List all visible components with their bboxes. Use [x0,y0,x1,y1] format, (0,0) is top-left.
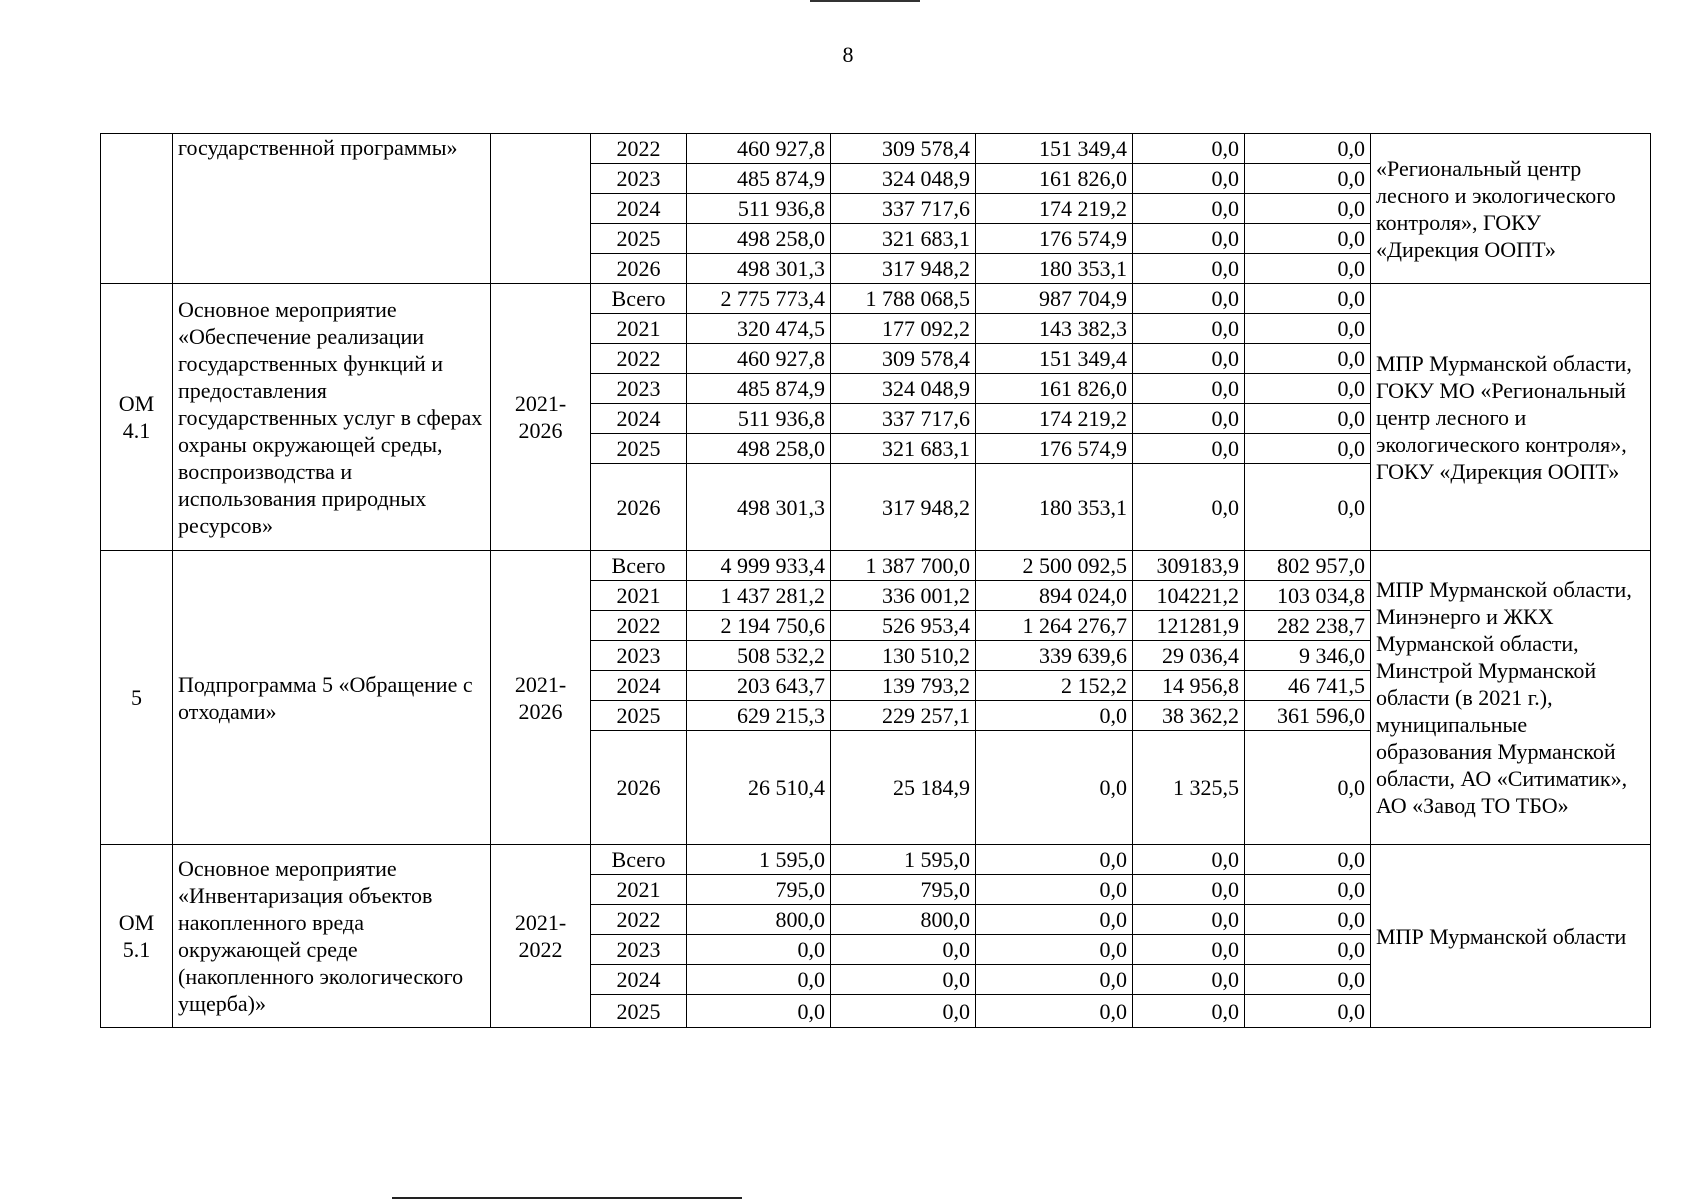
local-budget-cell: 1 325,5 [1133,731,1245,845]
total-cell: 498 258,0 [687,434,831,464]
federal-budget-cell: 0,0 [831,935,976,965]
table-row [101,284,1651,314]
local-budget-cell: 0,0 [1133,965,1245,995]
total-cell: 485 874,9 [687,374,831,404]
year-cell: Всего [591,845,687,875]
federal-budget-cell: 321 683,1 [831,224,976,254]
local-budget-cell: 14 956,8 [1133,671,1245,701]
other-sources-cell: 0,0 [1245,464,1371,551]
other-sources-cell: 0,0 [1245,731,1371,845]
federal-budget-cell: 130 510,2 [831,641,976,671]
other-sources-cell: 0,0 [1245,935,1371,965]
table-body [101,134,1651,1028]
total-cell: 795,0 [687,875,831,905]
other-sources-cell: 0,0 [1245,344,1371,374]
other-sources-cell: 0,0 [1245,194,1371,224]
local-budget-cell: 104221,2 [1133,581,1245,611]
regional-budget-cell: 339 639,6 [976,641,1133,671]
regional-budget-cell: 0,0 [976,965,1133,995]
local-budget-cell: 0,0 [1133,134,1245,164]
other-sources-cell: 0,0 [1245,254,1371,284]
regional-budget-cell: 174 219,2 [976,404,1133,434]
budget-table [100,133,1651,1028]
other-sources-cell: 0,0 [1245,224,1371,254]
other-sources-cell: 0,0 [1245,374,1371,404]
federal-budget-cell: 337 717,6 [831,194,976,224]
year-cell: 2025 [591,701,687,731]
total-cell: 26 510,4 [687,731,831,845]
regional-budget-cell: 180 353,1 [976,254,1133,284]
federal-budget-cell: 317 948,2 [831,254,976,284]
item-code-cell: 5 [101,551,173,845]
total-cell: 203 643,7 [687,671,831,701]
total-cell: 498 258,0 [687,224,831,254]
year-cell: 2023 [591,641,687,671]
federal-budget-cell: 0,0 [831,995,976,1028]
federal-budget-cell: 1 387 700,0 [831,551,976,581]
local-budget-cell: 38 362,2 [1133,701,1245,731]
total-cell: 320 474,5 [687,314,831,344]
item-name-cell: государственной программы» [173,134,491,284]
other-sources-cell: 9 346,0 [1245,641,1371,671]
other-sources-cell: 103 034,8 [1245,581,1371,611]
local-budget-cell: 0,0 [1133,194,1245,224]
regional-budget-cell: 151 349,4 [976,344,1133,374]
other-sources-cell: 46 741,5 [1245,671,1371,701]
period-cell [491,134,591,284]
federal-budget-cell: 229 257,1 [831,701,976,731]
total-cell: 511 936,8 [687,404,831,434]
total-cell: 0,0 [687,935,831,965]
federal-budget-cell: 139 793,2 [831,671,976,701]
federal-budget-cell: 321 683,1 [831,434,976,464]
period-cell: 2021- 2026 [491,551,591,845]
year-cell: 2024 [591,965,687,995]
federal-budget-cell: 324 048,9 [831,374,976,404]
federal-budget-cell: 317 948,2 [831,464,976,551]
regional-budget-cell: 176 574,9 [976,434,1133,464]
regional-budget-cell: 2 152,2 [976,671,1133,701]
total-cell: 4 999 933,4 [687,551,831,581]
other-sources-cell: 0,0 [1245,164,1371,194]
regional-budget-cell: 0,0 [976,845,1133,875]
federal-budget-cell: 1 788 068,5 [831,284,976,314]
other-sources-cell: 0,0 [1245,845,1371,875]
total-cell: 2 775 773,4 [687,284,831,314]
total-cell: 498 301,3 [687,254,831,284]
year-cell: 2022 [591,611,687,641]
total-cell: 498 301,3 [687,464,831,551]
regional-budget-cell: 894 024,0 [976,581,1133,611]
table-row [101,551,1651,581]
regional-budget-cell: 174 219,2 [976,194,1133,224]
year-cell: 2026 [591,464,687,551]
executors-cell: МПР Мурманской области, Минэнерго и ЖКХ Мурманской области, Минстрой Мурманской области (в 2021 г.), муниципальные образования Мурманской области, АО «Ситиматик», АО «Завод ТО ТБО» [1371,551,1651,845]
total-cell: 508 532,2 [687,641,831,671]
federal-budget-cell: 25 184,9 [831,731,976,845]
local-budget-cell: 0,0 [1133,254,1245,284]
local-budget-cell: 121281,9 [1133,611,1245,641]
federal-budget-cell: 336 001,2 [831,581,976,611]
local-budget-cell: 29 036,4 [1133,641,1245,671]
year-cell: 2022 [591,134,687,164]
total-cell: 460 927,8 [687,344,831,374]
year-cell: 2021 [591,875,687,905]
year-cell: 2026 [591,731,687,845]
executors-cell: «Региональный центр лесного и экологического контроля», ГОКУ «Дирекция ООПТ» [1371,134,1651,284]
local-budget-cell: 0,0 [1133,875,1245,905]
year-cell: 2026 [591,254,687,284]
other-sources-cell: 282 238,7 [1245,611,1371,641]
total-cell: 511 936,8 [687,194,831,224]
total-cell: 1 595,0 [687,845,831,875]
other-sources-cell: 0,0 [1245,404,1371,434]
regional-budget-cell: 0,0 [976,701,1133,731]
year-cell: Всего [591,284,687,314]
year-cell: 2021 [591,314,687,344]
federal-budget-cell: 800,0 [831,905,976,935]
item-code-cell: ОМ 4.1 [101,284,173,551]
year-cell: 2025 [591,434,687,464]
other-sources-cell: 0,0 [1245,905,1371,935]
federal-budget-cell: 324 048,9 [831,164,976,194]
regional-budget-cell: 161 826,0 [976,164,1133,194]
year-cell: 2024 [591,671,687,701]
year-cell: 2023 [591,374,687,404]
year-cell: 2025 [591,224,687,254]
regional-budget-cell: 143 382,3 [976,314,1133,344]
year-cell: 2022 [591,905,687,935]
local-budget-cell: 0,0 [1133,314,1245,344]
item-name-cell: Основное мероприятие «Обеспечение реализации государственных функций и предоставления государственных услуг в сферах охраны окружающей среды, воспроизводства и использования природных ресурсов» [173,284,491,551]
local-budget-cell: 0,0 [1133,995,1245,1028]
local-budget-cell: 0,0 [1133,344,1245,374]
other-sources-cell: 0,0 [1245,995,1371,1028]
regional-budget-cell: 0,0 [976,995,1133,1028]
federal-budget-cell: 0,0 [831,965,976,995]
bottom-rule [392,1197,742,1199]
year-cell: 2023 [591,164,687,194]
regional-budget-cell: 151 349,4 [976,134,1133,164]
page-number: 8 [842,42,854,67]
year-cell: 2025 [591,995,687,1028]
federal-budget-cell: 1 595,0 [831,845,976,875]
federal-budget-cell: 309 578,4 [831,344,976,374]
other-sources-cell: 0,0 [1245,875,1371,905]
regional-budget-cell: 987 704,9 [976,284,1133,314]
year-cell: 2022 [591,344,687,374]
local-budget-cell: 0,0 [1133,404,1245,434]
table-row [101,845,1651,875]
item-name-cell: Подпрограмма 5 «Обращение с отходами» [173,551,491,845]
year-cell: 2021 [591,581,687,611]
regional-budget-cell: 0,0 [976,731,1133,845]
local-budget-cell: 0,0 [1133,935,1245,965]
total-cell: 0,0 [687,965,831,995]
total-cell: 485 874,9 [687,164,831,194]
regional-budget-cell: 0,0 [976,935,1133,965]
federal-budget-cell: 337 717,6 [831,404,976,434]
regional-budget-cell: 2 500 092,5 [976,551,1133,581]
total-cell: 0,0 [687,995,831,1028]
year-cell: 2023 [591,935,687,965]
federal-budget-cell: 526 953,4 [831,611,976,641]
federal-budget-cell: 309 578,4 [831,134,976,164]
top-rule [810,0,920,2]
regional-budget-cell: 0,0 [976,905,1133,935]
regional-budget-cell: 161 826,0 [976,374,1133,404]
period-cell: 2021- 2026 [491,284,591,551]
local-budget-cell: 0,0 [1133,434,1245,464]
table-row [101,134,1651,164]
total-cell: 2 194 750,6 [687,611,831,641]
period-cell: 2021- 2022 [491,845,591,1028]
local-budget-cell: 0,0 [1133,374,1245,404]
regional-budget-cell: 0,0 [976,875,1133,905]
total-cell: 1 437 281,2 [687,581,831,611]
total-cell: 629 215,3 [687,701,831,731]
other-sources-cell: 802 957,0 [1245,551,1371,581]
local-budget-cell: 0,0 [1133,464,1245,551]
federal-budget-cell: 795,0 [831,875,976,905]
item-code-cell [101,134,173,284]
executors-cell: МПР Мурманской области [1371,845,1651,1028]
local-budget-cell: 309183,9 [1133,551,1245,581]
other-sources-cell: 361 596,0 [1245,701,1371,731]
local-budget-cell: 0,0 [1133,845,1245,875]
federal-budget-cell: 177 092,2 [831,314,976,344]
item-code-cell: ОМ 5.1 [101,845,173,1028]
year-cell: 2024 [591,194,687,224]
local-budget-cell: 0,0 [1133,164,1245,194]
item-name-cell: Основное мероприятие «Инвентаризация объектов накопленного вреда окружающей среде (накопленного экологического ущерба)» [173,845,491,1028]
local-budget-cell: 0,0 [1133,284,1245,314]
local-budget-cell: 0,0 [1133,905,1245,935]
other-sources-cell: 0,0 [1245,284,1371,314]
other-sources-cell: 0,0 [1245,965,1371,995]
regional-budget-cell: 180 353,1 [976,464,1133,551]
regional-budget-cell: 1 264 276,7 [976,611,1133,641]
year-cell: 2024 [591,404,687,434]
executors-cell: МПР Мурманской области, ГОКУ МО «Региональный центр лесного и экологического контроля», ГОКУ «Дирекция ООПТ» [1371,284,1651,551]
other-sources-cell: 0,0 [1245,434,1371,464]
year-cell: Всего [591,551,687,581]
regional-budget-cell: 176 574,9 [976,224,1133,254]
total-cell: 800,0 [687,905,831,935]
other-sources-cell: 0,0 [1245,134,1371,164]
total-cell: 460 927,8 [687,134,831,164]
local-budget-cell: 0,0 [1133,224,1245,254]
other-sources-cell: 0,0 [1245,314,1371,344]
